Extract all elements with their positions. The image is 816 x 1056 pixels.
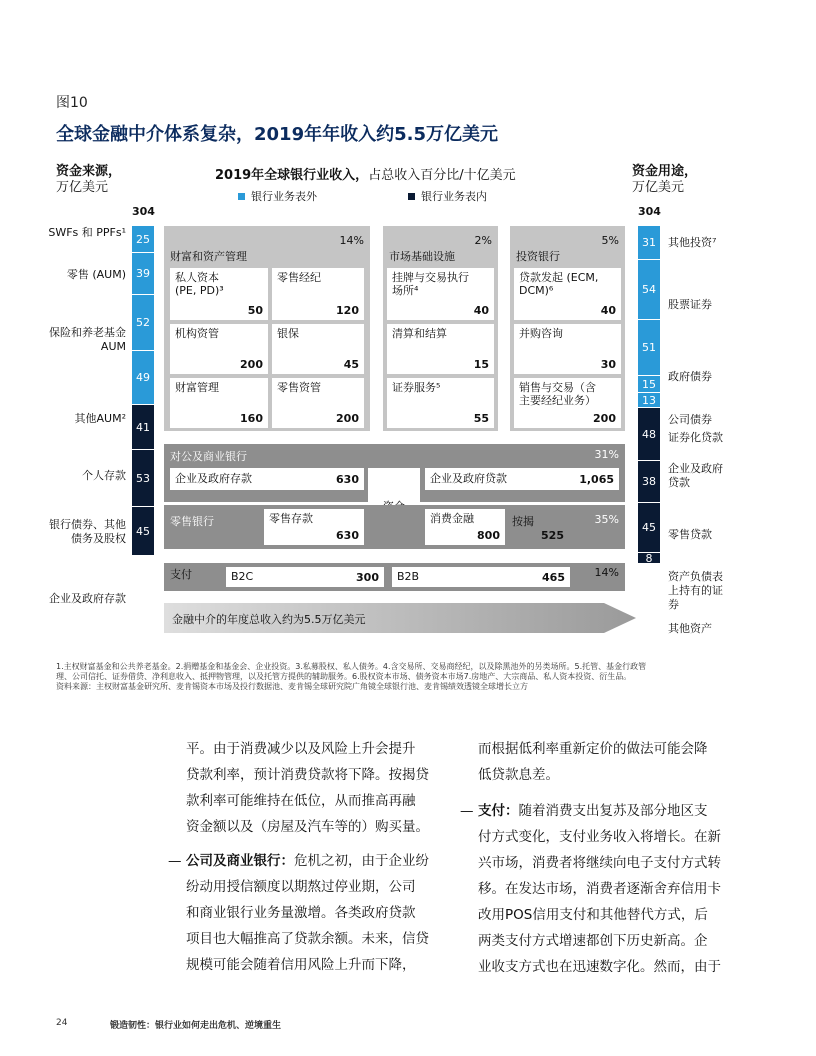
page-number: 24 [56, 1018, 68, 1028]
retail-pct: 35% [594, 513, 619, 526]
body-right-line: 低贷款息差。 [478, 767, 559, 783]
use-label-securitized: 证券化贷款 [668, 431, 723, 444]
use-label-gov-bonds: 政府债券 [668, 370, 712, 383]
footnote-line-1: 1.主权财富基金和公共养老基金。2.捐赠基金和基金会、企业投资。3.私募股权、私人债务。4.含交易所、交易商经纪，以及除黑池外的另类场所。5.托管、基金行政管 [56, 662, 647, 671]
wealth-pct: 14% [339, 234, 364, 247]
wealth-institutional-am: 机构资管 200 [170, 324, 268, 374]
sources-bar [132, 226, 154, 555]
source-label-corp-deposits: 企业及政府存款 [49, 592, 126, 605]
use-seg-other-invest: 31 [638, 226, 660, 260]
payments-band [164, 563, 625, 591]
market-securities-services: 证券服务⁵ 55 [387, 378, 494, 428]
ib-title: 投资银行 [516, 250, 560, 263]
source-label-other-aum: 其他AUM² [74, 412, 126, 425]
body-left-line: 资金额以及（房屋及汽车等的）购买量。 [186, 819, 429, 835]
market-listing: 挂牌与交易执行场所⁴ 40 [387, 268, 494, 320]
use-seg-securities-held: 45 [638, 503, 660, 553]
source-seg-retail-aum: 39 [132, 253, 154, 295]
commercial-line: 规模可能会随着信用风险上升而下降， [186, 957, 416, 973]
figure-number: 图10 [56, 95, 88, 111]
source-label-personal-deposits: 个人存款 [82, 469, 126, 482]
body-left-line: 款利率可能维持在低位，从而推高再融 [186, 793, 416, 809]
use-label-other-assets: 其他资产 [668, 622, 712, 635]
source-seg-other-aum: 49 [132, 351, 154, 405]
retail-title: 零售银行 [170, 515, 214, 528]
payments-line: 两类支付方式增速都创下历史新高。企 [478, 933, 708, 949]
retail-mortgage-value: 525 [541, 529, 564, 542]
use-label-retail-loans: 零售贷款 [668, 528, 712, 541]
payments-line: 付方式变化，支付业务收入将增长。在新 [478, 829, 721, 845]
source-label-retail-aum: 零售 (AUM) [66, 268, 126, 281]
ib-panel [510, 226, 625, 431]
wealth-panel [164, 226, 370, 431]
retail-band [164, 505, 625, 549]
source-seg-swfs: 25 [132, 226, 154, 253]
wealth-retail-brokerage: 零售经纪 120 [272, 268, 364, 320]
ib-sales-trading: 销售与交易（含主要经纪业务） 200 [514, 378, 621, 428]
body-left-line: 平。由于消费减少以及风险上升会提升 [186, 741, 416, 757]
wealth-title: 财富和资产管理 [170, 250, 247, 263]
source-label-insurance: 保险和养老基金AUM [49, 326, 126, 353]
wealth-bancassurance: 银保 45 [272, 324, 364, 374]
use-seg-corp-loans: 48 [638, 408, 660, 461]
footnote-line-3: 资料来源：主权财富基金研究所、麦肯锡资本市场及投行数据池、麦肯锡全球研究院广角镜全球银行池、麦肯锡绩效透镜全球增长立方 [56, 682, 528, 691]
legend-swatch-dark [408, 193, 415, 200]
source-seg-corp-deposits: 45 [132, 507, 154, 555]
use-seg-securitized: 13 [638, 393, 660, 408]
commercial-lead: 公司及商业银行： [186, 853, 294, 869]
commercial-line: 危机之初，由于企业纷 [294, 853, 429, 869]
retail-mortgage-label: 按揭 [512, 515, 534, 528]
use-seg-other-assets: 8 [638, 553, 660, 563]
chart-title: 2019年全球银行业收入， [215, 168, 369, 183]
commercial-pct: 31% [594, 448, 619, 461]
source-seg-personal-deposits: 41 [132, 405, 154, 450]
legend-on-balance [408, 188, 487, 204]
uses-total: 304 [638, 205, 661, 218]
body-right-line: 而根据低利率重新定价的做法可能会降 [478, 741, 708, 757]
wealth-retail-am: 零售资管 200 [272, 378, 364, 428]
sources-unit: 万亿美元 [56, 180, 109, 195]
figure-title: 全球金融中介体系复杂，2019年年收入约5.5万亿美元 [56, 124, 498, 145]
source-label-swfs: SWFs 和 PPFs¹ [48, 226, 126, 239]
payments-lead: 支付： [478, 803, 519, 819]
footnote-line-2: 理、公司信托、证券借贷、净利息收入、抵押物管理，以及托管方提供的辅助服务。6.股权资本市场、债务资本市场7.房地产、大宗商品、私人资本投资、衍生品。 [56, 672, 632, 681]
use-seg-retail-loans: 38 [638, 461, 660, 503]
sources-total: 304 [132, 205, 155, 218]
use-label-corp-loans: 企业及政府贷款 [668, 462, 723, 489]
bullet-dash-payments: — [460, 803, 474, 819]
market-pct: 2% [474, 234, 492, 247]
legend-swatch-light [238, 193, 245, 200]
body-commercial-para [186, 848, 461, 978]
body-left-line: 贷款利率，预计消费贷款将下降。按揭贷 [186, 767, 429, 783]
sources-header [56, 164, 166, 196]
ib-origination: 贷款发起 (ECM, DCM)⁶ 40 [514, 268, 621, 320]
uses-header [632, 164, 752, 196]
body-right-col [478, 736, 748, 788]
payments-line: 移。在发达市场，消费者逐渐舍弃信用卡 [478, 881, 721, 897]
source-seg-insurance: 52 [132, 295, 154, 351]
chart-subtitle: 占总收入百分比/十亿美元 [368, 168, 516, 183]
payments-line: 改用POS信用支付和其他替代方式，后 [478, 907, 708, 923]
uses-unit: 万亿美元 [632, 180, 685, 195]
use-label-securities-held: 资产负债表上持有的证券 [668, 570, 723, 611]
bullet-dash-commercial: — [168, 853, 182, 869]
chart-header [215, 164, 516, 183]
commercial-deposits: 企业及政府存款 630 [170, 468, 364, 490]
retail-deposits: 零售存款 630 [264, 509, 364, 545]
wealth-wealth-mgmt: 财富管理 160 [170, 378, 268, 428]
uses-title: 资金用途， [632, 164, 698, 179]
use-seg-corp-bonds: 15 [638, 376, 660, 393]
payments-line: 业收支方式也在迅速数字化。然而，由于 [478, 959, 721, 975]
commercial-title: 对公及商业银行 [170, 450, 247, 463]
payments-line: 随着消费支出复苏及部分地区支 [518, 803, 708, 819]
use-seg-gov-bonds: 51 [638, 320, 660, 376]
commercial-loans: 企业及政府贷款 1,065 [425, 468, 619, 490]
use-label-other-invest: 其他投资⁷ [668, 236, 717, 249]
commercial-line: 项目也大幅推高了贷款余额。未来，信贷 [186, 931, 429, 947]
use-label-corp-bonds: 公司债券 [668, 413, 712, 426]
source-label-bank-bonds: 银行债券、其他债务及股权 [49, 518, 126, 545]
sources-title: 资金来源， [56, 164, 122, 179]
payments-b2b: B2B 465 [392, 567, 570, 587]
payments-b2c: B2C 300 [226, 567, 384, 587]
uses-bar [638, 226, 660, 563]
payments-pct: 14% [594, 566, 619, 579]
use-label-equities: 股票证券 [668, 298, 712, 311]
legend-on-label: 银行业务表内 [421, 190, 487, 203]
ib-ma-advisory: 并购咨询 30 [514, 324, 621, 374]
footer-title: 锻造韧性：银行业如何走出危机、逆境重生 [110, 1021, 282, 1031]
payments-line: 兴市场，消费者将继续向电子支付方式转 [478, 855, 721, 871]
body-left-col [186, 736, 456, 840]
market-panel [383, 226, 498, 431]
footnotes [56, 662, 756, 692]
commercial-line: 和商业银行业务量激增。各类政府贷款 [186, 905, 416, 921]
source-seg-bank-bonds: 53 [132, 450, 154, 507]
use-seg-equities: 54 [638, 260, 660, 320]
legend-off-balance [238, 188, 317, 204]
market-clearing: 清算和结算 15 [387, 324, 494, 374]
payments-title: 支付 [170, 568, 192, 581]
market-title: 市场基础设施 [389, 250, 455, 263]
legend-off-label: 银行业务表外 [251, 190, 317, 203]
commercial-line: 纷动用授信额度以期熬过停业期，公司 [186, 879, 416, 895]
retail-consumer-finance: 消费金融 800 [425, 509, 505, 545]
wealth-private-capital: 私人资本 (PE, PD)³ 50 [170, 268, 268, 320]
ib-pct: 5% [601, 234, 619, 247]
body-payments-para [478, 798, 753, 980]
arrow-text: 金融中介的年度总收入约为5.5万亿美元 [172, 613, 366, 626]
